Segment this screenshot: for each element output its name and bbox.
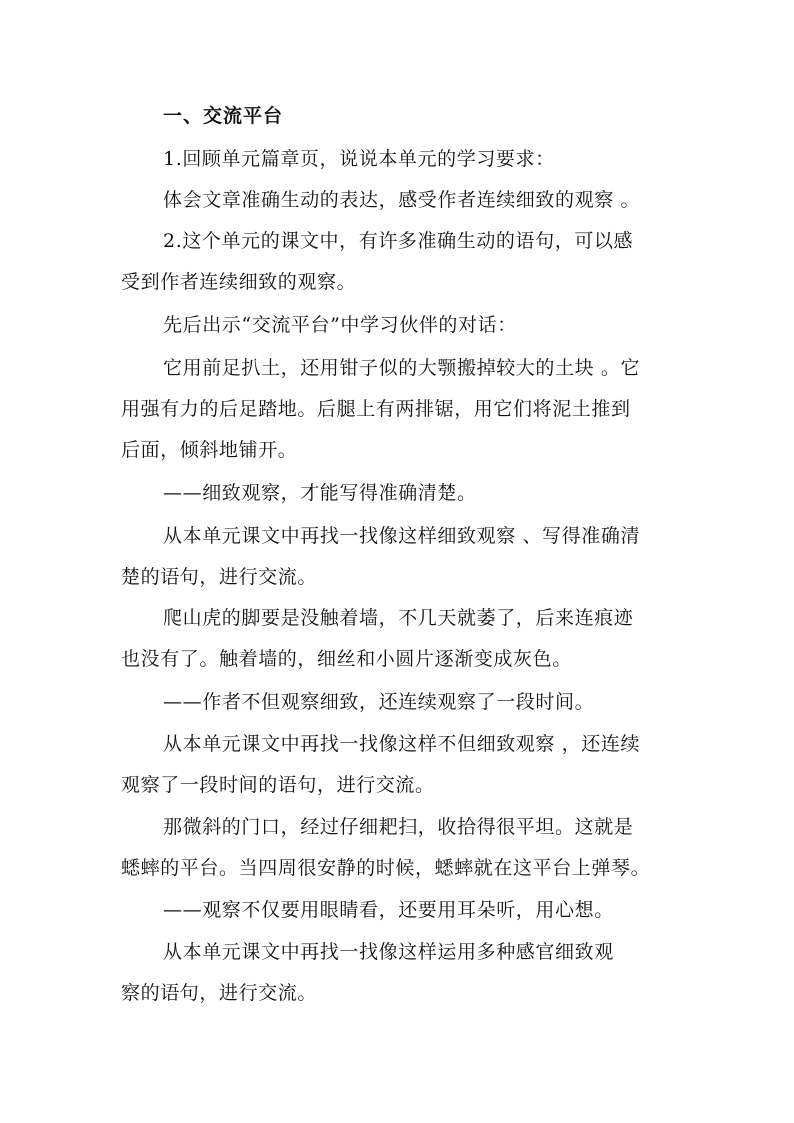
paragraph-line: 2.这个单元的课文中，有许多准确生动的语句，可以感 bbox=[163, 230, 634, 252]
paragraph-line: 那微斜的门口，经过仔细耙扫，收拾得很平坦。这就是 bbox=[163, 816, 634, 838]
paragraph-line: 先后出示“交流平台”中学习伙伴的对话： bbox=[163, 314, 517, 336]
paragraph-line: 从本单元课文中再找一找像这样不但细致观察 ，还连续 bbox=[163, 733, 641, 755]
paragraph-line: ——观察不仅要用眼睛看，还要用耳朵听，用心想。 bbox=[163, 899, 614, 921]
paragraph-line: 观察了一段时间的语句，进行交流。 bbox=[121, 774, 435, 796]
paragraph-line: 后面，倾斜地铺开。 bbox=[121, 439, 298, 461]
paragraph-line: 体会文章准确生动的表达，感受作者连续细致的观察 。 bbox=[163, 189, 641, 211]
paragraph-line: 也没有了。触着墙的，细丝和小圆片逐渐变成灰色。 bbox=[121, 648, 572, 670]
paragraph-line: 用强有力的后足踏地。后腿上有两排锯，用它们将泥土推到 bbox=[121, 398, 631, 420]
paragraph-line: 受到作者连续细致的观察。 bbox=[121, 271, 357, 293]
paragraph-line: 楚的语句，进行交流。 bbox=[121, 566, 318, 588]
paragraph-line: 察的语句，进行交流。 bbox=[121, 982, 318, 1004]
paragraph-line: 从本单元课文中再找一找像这样细致观察 、写得准确清 bbox=[163, 525, 641, 547]
section-heading: 一、交流平台 bbox=[163, 105, 284, 127]
paragraph-line: 蟋蟀的平台。当四周很安静的时候，蟋蟀就在这平台上弹琴。 bbox=[121, 857, 651, 879]
paragraph-line: 从本单元课文中再找一找像这样运用多种感官细致观 bbox=[163, 941, 614, 963]
paragraph-line: ——细致观察，才能写得准确清楚。 bbox=[163, 482, 477, 504]
paragraph-line: 它用前足扒土，还用钳子似的大颚搬掉较大的土块 。它 bbox=[163, 357, 641, 379]
paragraph-line: 1.回顾单元篇章页，说说本单元的学习要求： bbox=[163, 148, 555, 170]
paragraph-line: 爬山虎的脚要是没触着墙，不几天就萎了，后来连痕迹 bbox=[163, 607, 634, 629]
paragraph-line: ——作者不但观察细致，还连续观察了一段时间。 bbox=[163, 691, 595, 713]
